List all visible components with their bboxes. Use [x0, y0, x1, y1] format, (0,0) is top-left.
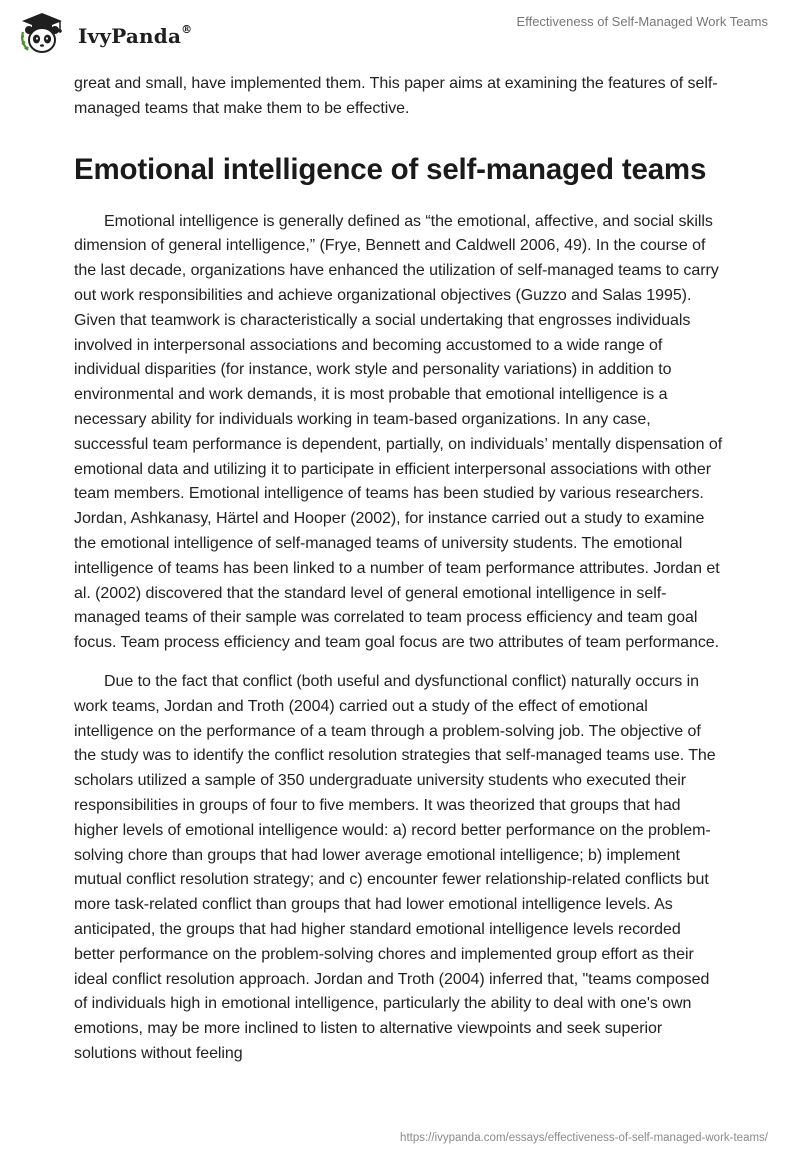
source-url[interactable]: https://ivypanda.com/essays/effectiveness-of-self-managed-work-teams/ — [400, 1132, 768, 1144]
brand-name: IvyPanda® — [78, 23, 193, 48]
body-paragraph: Emotional intelligence is generally defined as “the emotional, affective, and social skills dimension of general intelligence,” (Frye, Bennett and Caldwell 2006, 49). In the course of the last decade, organizations have enhanced the utilization of self-managed teams to carry out work responsibilities and achieve organizational objectives (Guzzo and Salas 1995). Given that teamwork is characteristically a social undertaking that engrosses individuals involved in interpersonal associations and becoming accustomed to a wide range of individual disparities (for instance, work style and personality variations) in addition to environmental and work demands, it is most probable that emotional intelligence is a necessary ability for individuals working in team-based organizations. In any case, successful team performance is dependent, partially, on individuals’ mentally dispensation of emotional data and utilizing it to participate in efficient interpersonal associations with other team members. Emotional intelligence of teams has been studied by various researchers. Jordan, Ashkanasy, Härtel and Hooper (2002), for instance carried out a study to examine the emotional intelligence of self-managed teams of university students. The emotional intelligence of teams has been linked to a number of team performance attributes. Jordan et al. (2002) discovered that the standard level of general emotional intelligence in self-managed teams of their sample was correlated to team process efficiency and team goal focus. Team process efficiency and team goal focus are two attributes of team performance. — [74, 212, 723, 652]
body-paragraph: Due to the fact that conflict (both useful and dysfunctional conflict) naturally occurs in work teams, Jordan and Troth (2004) carried out a study of the effect of emotional intelligence on the performance of a team through a problem-solving job. The objective of the study was to identify the conflict resolution strategies that self-managed teams use. The scholars utilized a sample of 350 undergraduate university students who executed their responsibilities in groups of four to five members. It was theorized that groups that had higher levels of emotional intelligence would: a) record better performance on the problem-solving chore than groups that had lower average emotional intelligence; b) implement mutual conflict resolution strategy; and c) encounter fewer relationship-related conflicts but more task-related conflict than groups that had lower emotional intelligence levels. As anticipated, the groups that had higher standard emotional intelligence levels recorded better performance on the problem-solving chores and implemented group effort as their ideal conflict resolution approach. Jordan and Troth (2004) inferred that, "teams composed of individuals high in emotional intelligence, particularly the ability to deal with one's own emotions, may be more inclined to listen to alternative viewpoints and seek superior solutions without feeling — [74, 672, 716, 1062]
intro-paragraph: great and small, have implemented them. This paper aims at examining the features of self-managed teams that make them to be effective. — [74, 75, 718, 117]
registered-mark: ® — [181, 23, 193, 37]
running-title: Effectiveness of Self-Managed Work Teams — [516, 14, 768, 29]
page-header — [0, 0, 800, 70]
article-body — [74, 72, 724, 1081]
panda-graduate-icon — [16, 8, 64, 56]
ivypanda-logo[interactable] — [16, 8, 226, 62]
section-heading: Emotional intelligence of self-managed teams — [74, 152, 707, 186]
